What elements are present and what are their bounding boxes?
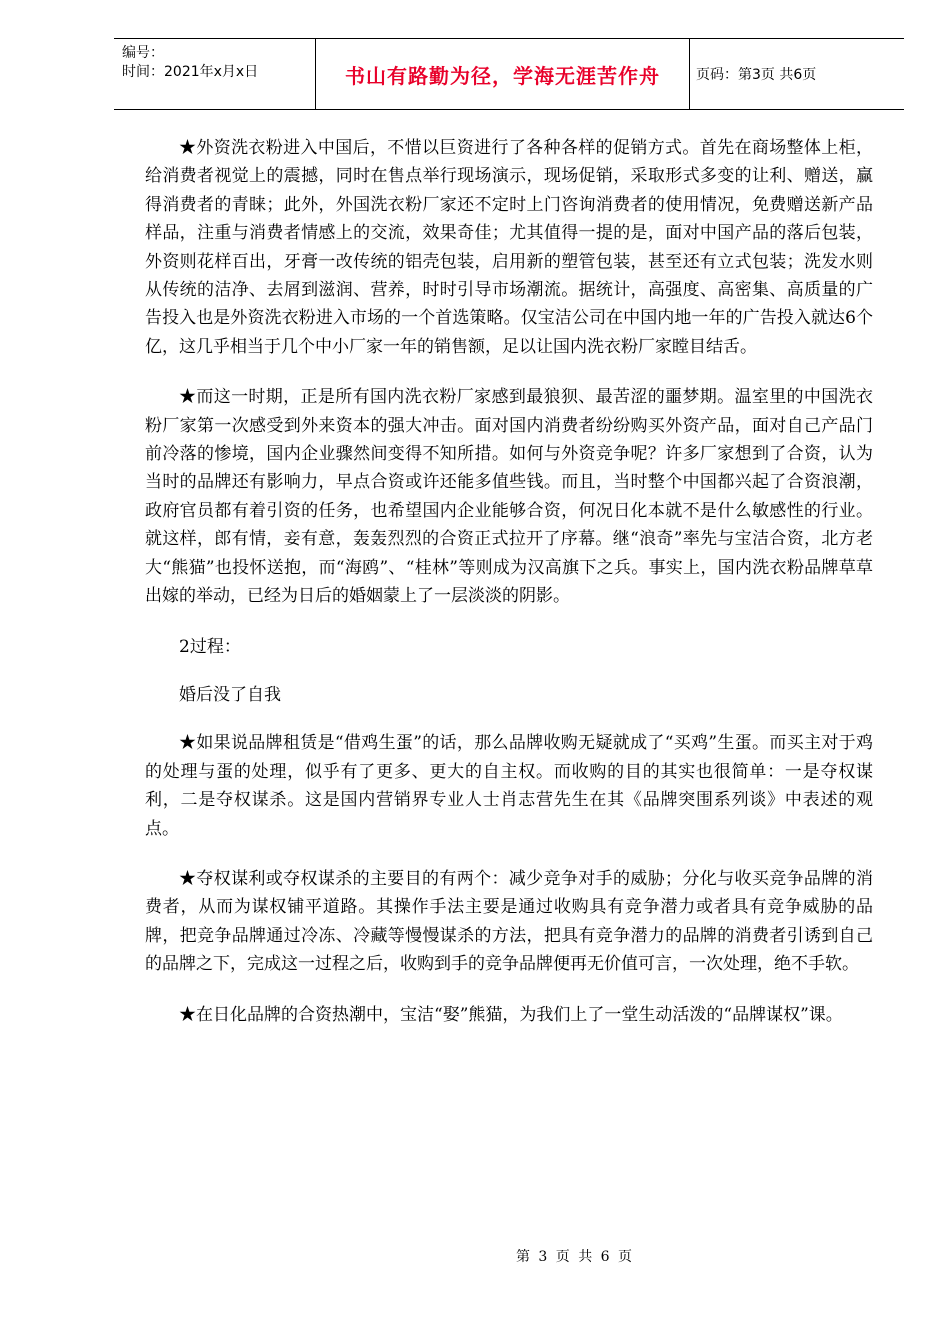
paragraph-nightmare-period: ★而这一时期，正是所有国内洗衣粉厂家感到最狼狈、最苦涩的噩梦期。温室里的中国洗衣粉厂家第一次感受到外来资本的强大冲击。面对国内消费者纷纷购买外资产品，面对自己产品门前冷落的惨境，国内企业骤然间变得不知所措。如何与外资竞争呢？许多厂家想到了合资，认为当时的品牌还有影响力，早点合资或许还能多值些钱。而且，当时整个中国都兴起了合资浪潮，政府官员都有着引资的任务，也希望国内企业能够合资，何况日化本就不是什么敏感性的行业。就这样，郎有情，妾有意，轰轰烈烈的合资正式拉开了序幕。继“浪奇”率先与宝洁合资，北方老大“熊猫”也投怀送抱，而“海鸥”、“桂林”等则成为汉高旗下之兵。事实上，国内洗衣粉品牌草草出嫁的举动，已经为日后的婚姻蒙上了一层淡淡的阴影。 xyxy=(145,387,873,607)
document-time-label: 时间：2021年x月x日 xyxy=(122,64,259,80)
section-heading-process: 2过程： xyxy=(179,636,241,657)
header-page-number: 页码：第3页 共6页 xyxy=(696,67,817,83)
page-header xyxy=(114,38,904,110)
header-motto: 书山有路勤为径，学海无涯苦作舟 xyxy=(316,39,690,109)
page-footer xyxy=(0,1246,950,1266)
paragraph-promotion: ★外资洗衣粉进入中国后，不惜以巨资进行了各种各样的促销方式。首先在商场整体上柜，给消费者视觉上的震撼，同时在售点举行现场演示，现场促销，采取形式多变的让利、赠送，赢得消费者的青睐；此外，外国洗衣粉厂家还不定时上门咨询消费者的使用情况，免费赠送新产品样品，注重与消费者情感上的交流，效果奇佳；尤其值得一提的是，面对中国产品的落后包装，外资则花样百出，牙膏一改传统的铝壳包装，启用新的塑管包装，甚至还有立式包装；洗发水则从传统的洁净、去屑到滋润、营养，时时引导市场潮流。据统计，高强度、高密集、高质量的广告投入也是外资洗衣粉进入市场的一个首选策略。仅宝洁公司在中国内地一年的广告投入就达6个亿，这几乎相当于几个中小厂家一年的销售额，足以让国内洗衣粉厂家瞠目结舌。 xyxy=(145,138,873,357)
subheading-after-marriage: 婚后没了自我 xyxy=(179,684,281,705)
footer-page-number: 第 3 页 共 6 页 xyxy=(515,1249,635,1265)
document-body xyxy=(145,134,873,1051)
paragraph-purpose: ★夺权谋利或夺权谋杀的主要目的有两个：减少竞争对手的威胁；分化与收买竞争品牌的消费者，从而为谋权铺平道路。其操作手法主要是通过收购具有竞争潜力或者具有竞争威胁的品牌，把竞争品牌通过冷冻、冷藏等慢慢谋杀的方法，把具有竞争潜力的品牌的消费者引诱到自己的品牌之下，完成这一过程之后，收购到手的竞争品牌便再无价值可言，一次处理，绝不手软。 xyxy=(145,868,873,975)
paragraph-pg-panda: ★在日化品牌的合资热潮中，宝洁“娶”熊猫，为我们上了一堂生动活泼的“品牌谋权”课。 xyxy=(179,1004,843,1025)
document-number-label: 编号： xyxy=(122,45,164,61)
header-meta-cell xyxy=(114,39,316,109)
paragraph-brand-acquisition: ★如果说品牌租赁是“借鸡生蛋”的话，那么品牌收购无疑就成了“买鸡”生蛋。而买主对于鸡的处理与蛋的处理，似乎有了更多、更大的自主权。而收购的目的其实也很简单：一是夺权谋利，二是夺权谋杀。这是国内营销界专业人士肖志营先生在其《品牌突围系列谈》中表述的观点。 xyxy=(145,733,873,839)
